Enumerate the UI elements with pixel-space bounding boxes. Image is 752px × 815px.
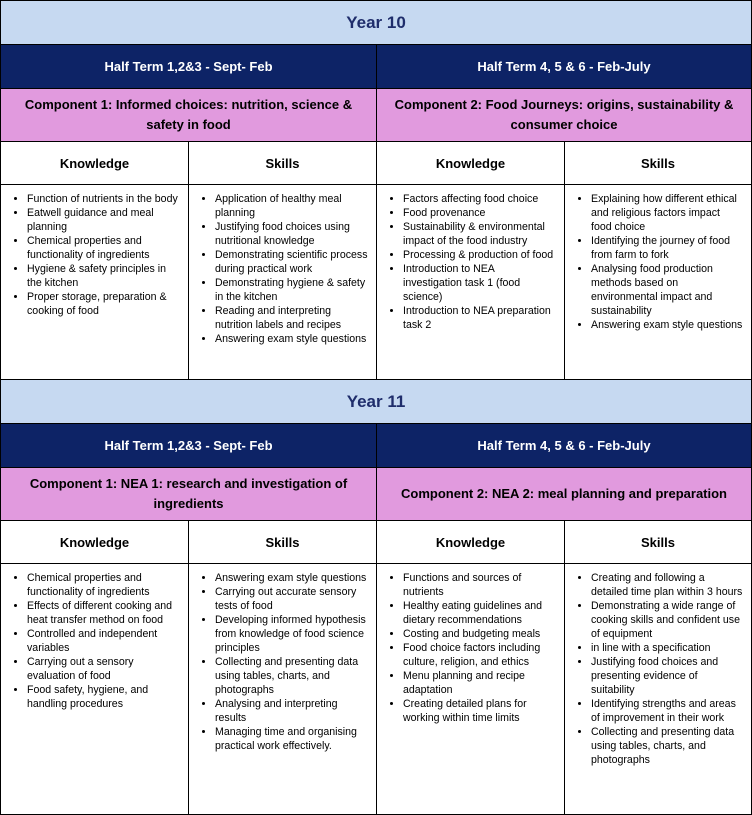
list-item: • Introduction to NEA preparation task 2	[403, 304, 556, 332]
year-11-knowledge-cell-1	[0, 563, 189, 815]
year-10-title: Year 10	[0, 0, 752, 45]
year-11-knowledge-header-2: Knowledge	[376, 520, 565, 564]
year-10-term-2: Half Term 4, 5 & 6 - Feb-July	[376, 44, 752, 89]
bullet-list	[5, 571, 180, 711]
list-item: • Controlled and independent variables	[27, 627, 180, 655]
year-10-skills-header-1: Skills	[188, 141, 377, 185]
list-item: • Eatwell guidance and meal planning	[27, 206, 180, 234]
year-10-knowledge-cell-1	[0, 184, 189, 380]
year-10-knowledge-header-2: Knowledge	[376, 141, 565, 185]
bullet-list	[193, 571, 368, 753]
list-item: • Menu planning and recipe adaptation	[403, 669, 556, 697]
list-item: • Analysing food production methods based on environmental impact and sustainability	[591, 262, 743, 318]
list-item: • Functions and sources of nutrients	[403, 571, 556, 599]
year-11-knowledge-header-1: Knowledge	[0, 520, 189, 564]
bullet-list	[193, 192, 368, 346]
list-item: • Carrying out a sensory evaluation of food	[27, 655, 180, 683]
list-item: • Collecting and presenting data using tables, charts, and photographs	[591, 725, 743, 767]
list-item: • Answering exam style questions	[215, 332, 368, 346]
year-10-knowledge-cell-2	[376, 184, 565, 380]
list-item: • Reading and interpreting nutrition labels and recipes	[215, 304, 368, 332]
list-item: • Carrying out accurate sensory tests of food	[215, 585, 368, 613]
list-item: • Introduction to NEA investigation task 1 (food science)	[403, 262, 556, 304]
year-11-knowledge-cell-2	[376, 563, 565, 815]
year-11-term-2: Half Term 4, 5 & 6 - Feb-July	[376, 423, 752, 468]
year-10-component-1: Component 1: Informed choices: nutrition, science & safety in food	[0, 88, 377, 142]
list-item: • Answering exam style questions	[591, 318, 743, 332]
list-item: • Identifying the journey of food from farm to fork	[591, 234, 743, 262]
year-11-skills-header-1: Skills	[188, 520, 377, 564]
year-11-skills-cell-2	[564, 563, 752, 815]
list-item: • Collecting and presenting data using tables, charts, and photographs	[215, 655, 368, 697]
list-item: • Chemical properties and functionality of ingredients	[27, 234, 180, 262]
list-item: • Explaining how different ethical and religious factors impact food choice	[591, 192, 743, 234]
year-10-term-1: Half Term 1,2&3 - Sept- Feb	[0, 44, 377, 89]
list-item: • Justifying food choices and presenting evidence of suitability	[591, 655, 743, 697]
year-10-skills-header-2: Skills	[564, 141, 752, 185]
year-11-skills-cell-1	[188, 563, 377, 815]
bullet-list	[569, 571, 743, 767]
year-11-component-1: Component 1: NEA 1: research and investigation of ingredients	[0, 467, 377, 521]
list-item: • Sustainability & environmental impact of the food industry	[403, 220, 556, 248]
list-item: • Identifying strengths and areas of improvement in their work	[591, 697, 743, 725]
list-item: • Healthy eating guidelines and dietary recommendations	[403, 599, 556, 627]
list-item: • Factors affecting food choice	[403, 192, 556, 206]
list-item: • Managing time and organising practical work effectively.	[215, 725, 368, 753]
list-item: • Developing informed hypothesis from knowledge of food science principles	[215, 613, 368, 655]
list-item: • Demonstrating hygiene & safety in the kitchen	[215, 276, 368, 304]
list-item: • Chemical properties and functionality of ingredients	[27, 571, 180, 599]
list-item: • Application of healthy meal planning	[215, 192, 368, 220]
list-item: • Costing and budgeting meals	[403, 627, 556, 641]
year-11-skills-header-2: Skills	[564, 520, 752, 564]
list-item: • Justifying food choices using nutritional knowledge	[215, 220, 368, 248]
year-10-knowledge-header-1: Knowledge	[0, 141, 189, 185]
bullet-list	[381, 571, 556, 725]
bullet-list	[569, 192, 743, 332]
year-11-title: Year 11	[0, 379, 752, 424]
list-item: • Function of nutrients in the body	[27, 192, 180, 206]
list-item: • Proper storage, preparation & cooking of food	[27, 290, 180, 318]
list-item: • Answering exam style questions	[215, 571, 368, 585]
year-11-component-2: Component 2: NEA 2: meal planning and preparation	[376, 467, 752, 521]
bullet-list	[381, 192, 556, 332]
list-item: • Demonstrating a wide range of cooking skills and confident use of equipment	[591, 599, 743, 641]
list-item: • Effects of different cooking and heat transfer method on food	[27, 599, 180, 627]
list-item: • Creating and following a detailed time plan within 3 hours	[591, 571, 743, 599]
year-10-component-2: Component 2: Food Journeys: origins, sustainability & consumer choice	[376, 88, 752, 142]
year-11-term-1: Half Term 1,2&3 - Sept- Feb	[0, 423, 377, 468]
list-item: • Analysing and interpreting results	[215, 697, 368, 725]
list-item: • Hygiene & safety principles in the kitchen	[27, 262, 180, 290]
list-item: • Food provenance	[403, 206, 556, 220]
list-item: • in line with a specification	[591, 641, 743, 655]
year-10-skills-cell-2	[564, 184, 752, 380]
list-item: • Demonstrating scientific process during practical work	[215, 248, 368, 276]
list-item: • Creating detailed plans for working within time limits	[403, 697, 556, 725]
year-10-skills-cell-1	[188, 184, 377, 380]
list-item: • Food safety, hygiene, and handling procedures	[27, 683, 180, 711]
list-item: • Processing & production of food	[403, 248, 556, 262]
list-item: • Food choice factors including culture, religion, and ethics	[403, 641, 556, 669]
bullet-list	[5, 192, 180, 318]
